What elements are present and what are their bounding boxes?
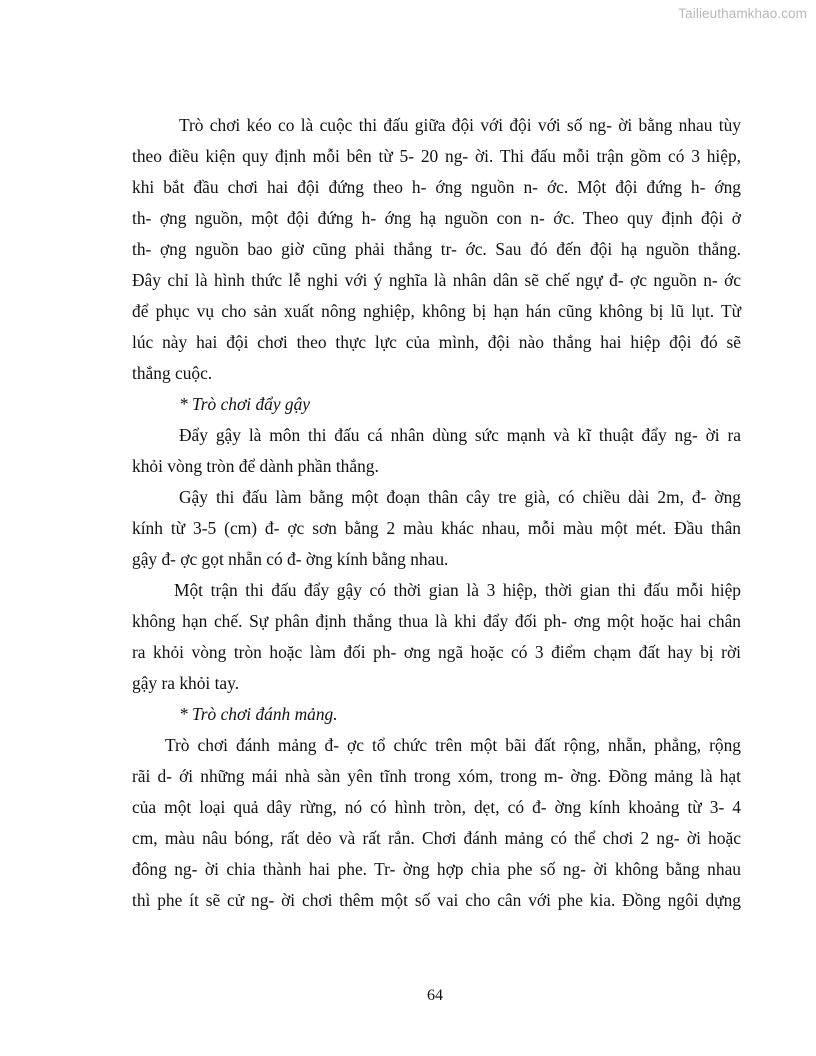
text-line: th- ợng nguồn bao giờ cũng phải thắng tr- ớc. Sau đó đến đội hạ nguồn thắng. — [132, 239, 741, 259]
text-line: thì phe ít sẽ cử ng- ời chơi thêm một số vai cho cân với phe kia. Đồng ngôi dựng — [132, 890, 741, 910]
text-line: rãi d- ới những mái nhà sàn yên tĩnh trong xóm, trong m- ờng. Đồng mảng là hạt — [132, 766, 741, 786]
text-line: gậy ra khỏi tay. — [132, 673, 240, 693]
text-line: cm, màu nâu bóng, rất dẻo và rất rắn. Chơi đánh mảng có thể chơi 2 ng- ời hoặc — [132, 828, 741, 848]
section-heading: * Trò chơi đẩy gậy — [179, 394, 311, 414]
text-line: Trò chơi đánh mảng đ- ợc tổ chức trên một bãi đất rộng, nhẵn, phẳng, rộng — [165, 735, 741, 755]
text-line: khỏi vòng tròn để dành phần thắng. — [132, 456, 379, 476]
page-number: 64 — [427, 987, 443, 1004]
text-line: theo điều kiện quy định mỗi bên từ 5- 20 ng- ời. Thi đấu mỗi trận gồm có 3 hiệp, — [132, 146, 741, 166]
text-line: ra khỏi vòng tròn hoặc làm đối ph- ơng ngã hoặc có 3 điểm chạm đất hay bị rời — [132, 642, 741, 662]
text-line: khi bắt đầu chơi hai đội đứng theo h- ớng nguồn n- ớc. Một đội đứng h- ớng — [132, 177, 741, 197]
text-line: Gậy thi đấu làm bằng một đoạn thân cây tre già, có chiều dài 2m, đ- ờng — [179, 487, 741, 507]
text-line: Một trận thi đấu đẩy gậy có thời gian là 3 hiệp, thời gian thi đấu mỗi hiệp — [174, 580, 741, 600]
text-line: th- ợng nguồn, một đội đứng h- ớng hạ nguồn con n- ớc. Theo quy định đội ở — [132, 208, 741, 228]
text-line: kính từ 3-5 (cm) đ- ợc sơn bằng 2 màu khác nhau, mỗi màu một mét. Đầu thân — [132, 518, 741, 538]
text-line: để phục vụ cho sản xuất nông nghiệp, không bị hạn hán cũng không bị lũ lụt. Từ — [132, 301, 741, 321]
text-line: gậy đ- ợc gọt nhẵn có đ- ờng kính bằng nhau. — [132, 549, 449, 569]
text-line: Trò chơi kéo co là cuộc thi đấu giữa đội với đội với số ng- ời bằng nhau tùy — [179, 115, 741, 135]
text-line: thắng cuộc. — [132, 363, 213, 383]
page-body — [132, 110, 741, 916]
text-line: Đây chỉ là hình thức lễ nghi với ý nghĩa là nhân dân sẽ chế ngự đ- ợc nguồn n- ớc — [132, 270, 741, 290]
section-heading: * Trò chơi đánh mảng. — [179, 704, 338, 724]
text-line: không hạn chế. Sự phân định thắng thua là khi đẩy đối ph- ơng một hoặc hai chân — [132, 611, 741, 631]
watermark: Tailieuthamkhao.com — [678, 6, 807, 21]
text-line: đông ng- ời chia thành hai phe. Tr- ờng hợp chia phe số ng- ời không bằng nhau — [132, 859, 741, 879]
text-line: lúc này hai đội chơi theo thực lực của mình, đội nào thắng hai hiệp đội đó sẽ — [132, 332, 741, 352]
text-line: Đẩy gậy là môn thi đấu cá nhân dùng sức mạnh và kĩ thuật đẩy ng- ời ra — [179, 425, 741, 445]
text-line: của một loại quả dây rừng, nó có hình tròn, dẹt, có đ- ờng kính khoảng từ 3- 4 — [132, 797, 741, 817]
